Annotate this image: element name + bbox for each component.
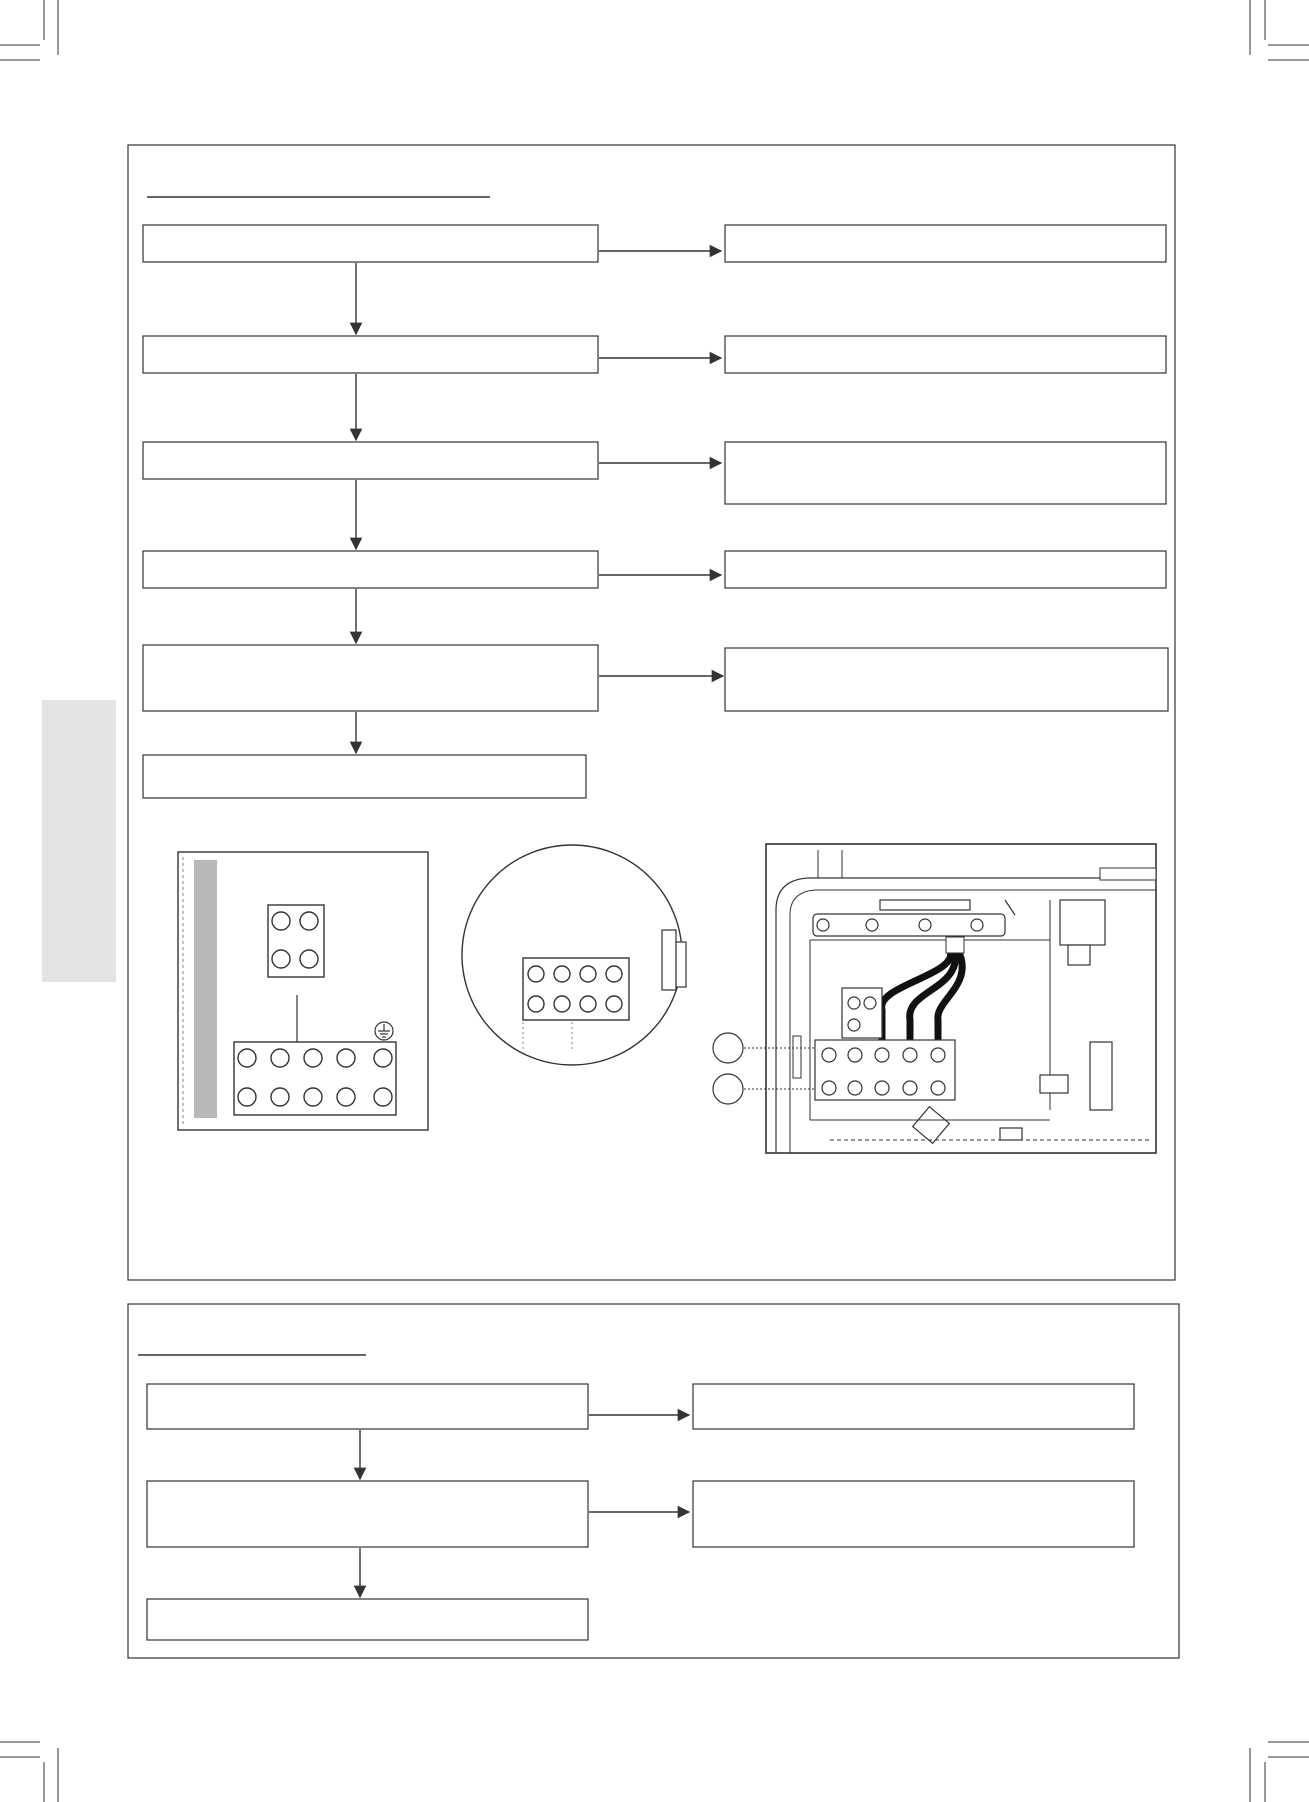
- zoom-terminal-block: [523, 958, 629, 1020]
- terminal-schematic-figure: [178, 852, 428, 1130]
- flow-left-4: [143, 551, 598, 588]
- flow-left-3: [143, 442, 598, 479]
- flow-right-4: [725, 551, 1166, 588]
- s2-flow-left-2: [147, 1481, 588, 1547]
- side-tab: [42, 700, 116, 982]
- flow-right-1: [725, 225, 1166, 262]
- flow-right-5: [725, 648, 1168, 711]
- unit-wiring-figure: [766, 844, 1156, 1153]
- s2-flow-right-2: [693, 1481, 1134, 1547]
- s2-flow-right-1: [693, 1384, 1134, 1429]
- section-1: [128, 145, 1175, 1280]
- terminal-zoom-figure: [462, 845, 686, 1065]
- flow-right-3: [725, 442, 1166, 504]
- flow-right-2: [725, 336, 1166, 373]
- s2-flow-left-1: [147, 1384, 588, 1429]
- terminal-bar: [194, 860, 217, 1118]
- section-2: [128, 1304, 1179, 1658]
- s2-flow-left-3: [147, 1599, 588, 1640]
- upper-terminal-pair: [268, 905, 324, 977]
- lower-terminal-row: [234, 1042, 396, 1115]
- flow-left-1: [143, 225, 598, 262]
- flow-left-5: [143, 645, 598, 711]
- flow-left-2: [143, 336, 598, 373]
- flow-left-6: [143, 755, 586, 798]
